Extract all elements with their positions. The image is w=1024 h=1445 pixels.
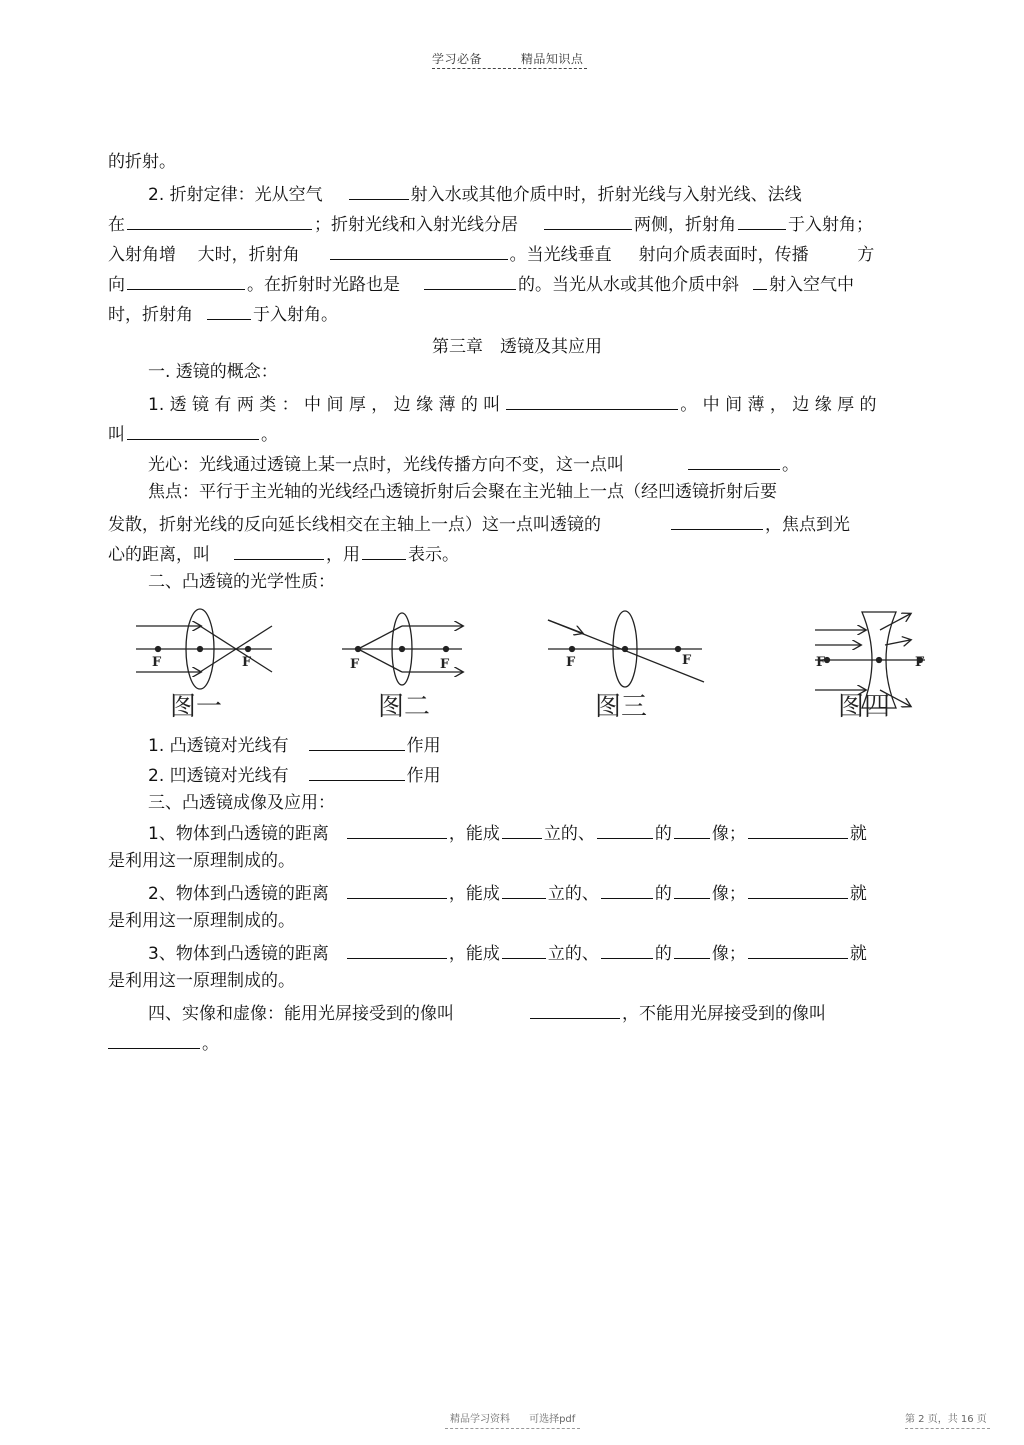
text-line: 光心：光线通过透镜上某一点时，光线传播方向不变，这一点叫 。	[148, 452, 958, 475]
page-number: 第 2 页，共 16 页	[905, 1414, 987, 1425]
answer-blank[interactable]	[127, 422, 259, 440]
answer-blank[interactable]	[597, 821, 653, 839]
answer-blank[interactable]	[309, 763, 405, 781]
text-line: 是利用这一原理制成的。	[108, 851, 295, 871]
figure-caption: 图二	[378, 692, 431, 722]
answer-blank[interactable]	[530, 1001, 620, 1019]
text-line: 发散，折射光线的反向延长线相交在主轴上一点）这一点叫透镜的 ，焦点到光	[108, 512, 918, 535]
answer-blank[interactable]	[748, 941, 848, 959]
page-footer: 精品学习资料 可选择pdf	[450, 1414, 576, 1425]
lens-diagrams	[0, 600, 1024, 730]
figure-3	[548, 611, 704, 687]
imaging-row-1: 1、物体到凸透镜的距离 ，能成 立的、 的 像； 就	[148, 821, 958, 844]
text-line: 在 ；折射光线和入射光线分居 两侧，折射角 于入射角；	[108, 212, 918, 235]
answer-blank[interactable]	[502, 821, 542, 839]
answer-blank[interactable]	[671, 512, 763, 530]
answer-blank[interactable]	[601, 941, 653, 959]
figure-caption: 图四	[838, 692, 891, 722]
answer-blank[interactable]	[748, 881, 848, 899]
answer-blank[interactable]	[688, 452, 780, 470]
text-line: 叫 。	[108, 422, 918, 445]
answer-blank[interactable]	[424, 272, 516, 290]
focus-label: F	[440, 657, 450, 672]
answer-blank[interactable]	[349, 182, 409, 200]
text-line: 。	[108, 1031, 918, 1054]
text-line: 入射角增 大时，折射角 。当光线垂直 射向介质表面时，传播 方	[108, 242, 918, 265]
text-line: 是利用这一原理制成的。	[108, 911, 295, 931]
answer-blank[interactable]	[502, 881, 546, 899]
header-divider	[432, 68, 587, 69]
answer-blank[interactable]	[234, 542, 324, 560]
answer-blank[interactable]	[502, 941, 546, 959]
focus-label: F	[152, 655, 162, 670]
text-line: 向 。在折射时光路也是 的。当光从水或其他介质中斜 射入空气中	[108, 272, 918, 295]
figure-2	[342, 613, 462, 685]
answer-blank[interactable]	[207, 302, 251, 320]
section-heading: 二、凸透镜的光学性质：	[148, 572, 335, 592]
text-line: 时，折射角 于入射角。	[108, 302, 918, 325]
focus-label: F	[816, 655, 826, 670]
imaging-row-2: 2、物体到凸透镜的距离 ，能成 立的、 的 像； 就	[148, 881, 958, 904]
answer-blank[interactable]	[753, 272, 767, 290]
text-line: 四、实像和虚像：能用光屏接受到的像叫 ，不能用光屏接受到的像叫	[148, 1001, 958, 1024]
answer-blank[interactable]	[347, 881, 447, 899]
refraction-law-line: 2. 折射定律：光从空气 射入水或其他介质中时，折射光线与入射光线、法线	[148, 182, 958, 205]
text-line: 1. 透 镜 有 两 类 ： 中 间 厚 ， 边 缘 薄 的 叫 。 中 间 薄 ， 边 缘 厚 的	[148, 392, 958, 415]
text-line: 心的距离，叫 ，用 表示。	[108, 542, 918, 565]
focus-label: F	[915, 655, 925, 670]
figure-1	[136, 609, 272, 689]
header-left: 学习必备	[432, 52, 483, 66]
text-line: 是利用这一原理制成的。	[108, 971, 295, 991]
section-heading: 一. 透镜的概念：	[148, 362, 278, 382]
answer-blank[interactable]	[347, 821, 447, 839]
answer-blank[interactable]	[748, 821, 848, 839]
answer-blank[interactable]	[127, 212, 312, 230]
answer-blank[interactable]	[544, 212, 632, 230]
figure-caption: 图三	[595, 692, 648, 722]
answer-blank[interactable]	[674, 941, 710, 959]
chapter-title: 第三章 透镜及其应用	[432, 337, 602, 357]
text-line: 1. 凸透镜对光线有 作用	[148, 733, 958, 756]
header-right: 精品知识点	[520, 52, 584, 66]
text-line: 的折射。	[108, 152, 176, 172]
answer-blank[interactable]	[674, 881, 710, 899]
figure-caption: 图一	[170, 692, 223, 722]
answer-blank[interactable]	[347, 941, 447, 959]
focus-label: F	[682, 653, 692, 668]
focus-label: F	[350, 657, 360, 672]
focus-label: F	[566, 655, 576, 670]
imaging-row-3: 3、物体到凸透镜的距离 ，能成 立的、 的 像； 就	[148, 941, 958, 964]
page-number-divider	[905, 1428, 990, 1429]
text-line: 2. 凹透镜对光线有 作用	[148, 763, 958, 786]
answer-blank[interactable]	[506, 392, 678, 410]
focus-label: F	[242, 655, 252, 670]
answer-blank[interactable]	[738, 212, 786, 230]
page-header	[432, 50, 583, 67]
answer-blank[interactable]	[330, 242, 508, 260]
answer-blank[interactable]	[108, 1031, 200, 1049]
text-line: 焦点：平行于主光轴的光线经凸透镜折射后会聚在主光轴上一点（经凹透镜折射后要	[148, 482, 777, 502]
answer-blank[interactable]	[127, 272, 245, 290]
section-heading: 三、凸透镜成像及应用：	[148, 793, 335, 813]
answer-blank[interactable]	[309, 733, 405, 751]
footer-divider	[445, 1428, 580, 1429]
answer-blank[interactable]	[362, 542, 406, 560]
answer-blank[interactable]	[674, 821, 710, 839]
answer-blank[interactable]	[601, 881, 653, 899]
